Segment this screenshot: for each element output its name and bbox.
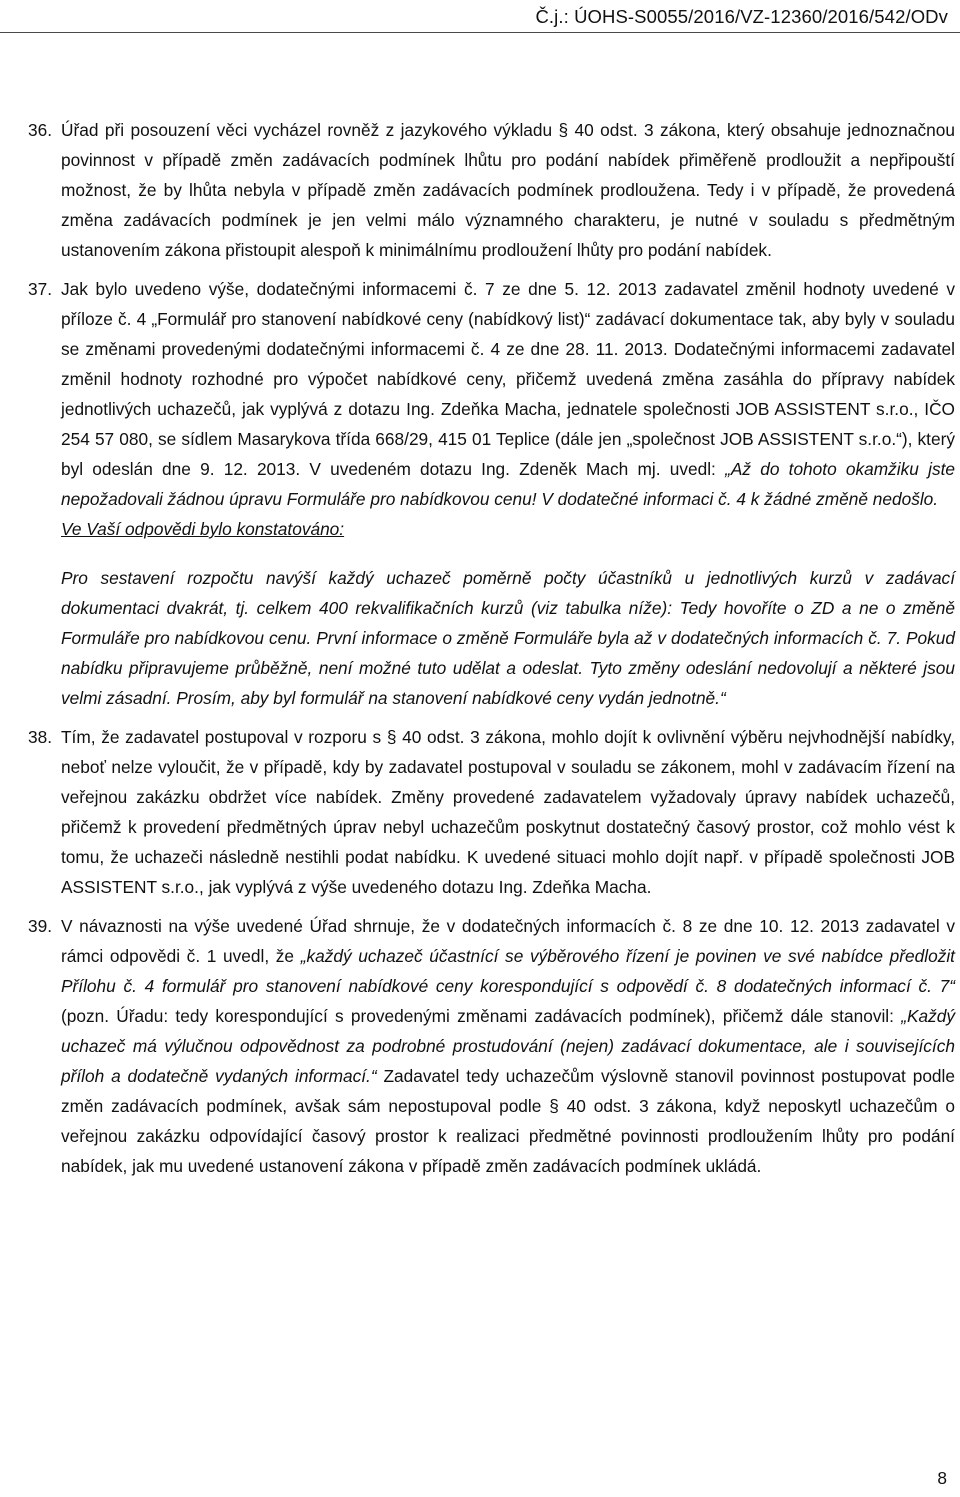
page-number: 8 <box>937 1468 947 1488</box>
quoted-statement: „každý uchazeč účastnící se výběrového řízení je povinen ve své nabídce předložit Přílohu č. 4 formulář pro stanovení nabídkové ceny korespondující s odpovědí č. 8 dodatečných informací č. 7“ <box>61 946 955 996</box>
document-reference: Č.j.: ÚOHS-S0055/2016/VZ-12360/2016/542/ODv <box>535 6 948 27</box>
paragraph-number: 37. <box>28 279 53 299</box>
paragraph-text: Tím, že zadavatel postupoval v rozporu s § 40 odst. 3 zákona, mohlo dojít k ovlivnění výběru nejvhodnější nabídky, neboť nelze vyloučit, že v případě, kdy by zadavatel postupoval v souladu se zákonem, mohl v zadávacím řízení na veřejnou zakázku obdržet více nabídek. Změny provedené zadavatelem vyžadovaly úpravy nabídek uchazečů, přičemž k provedení předmětných úprav nebyl uchazečům poskytnut dostatečný časový prostor, což mohlo vést k tomu, že uchazeči následně nestihli podat nabídku. K uvedené situaci mohlo dojít např. v případě společnosti JOB ASSISTENT s.r.o., jak vyplývá z výše uvedeného dotazu Ing. Zdeňka Macha. <box>61 727 955 897</box>
document-body <box>28 115 955 1190</box>
paragraph-number: 39. <box>28 916 53 936</box>
paragraph-text: V návaznosti na výše uvedené Úřad shrnuje, že v dodatečných informacích č. 8 ze dne 10. 12. 2013 zadavatel v rámci odpovědi č. 1 uvedl, že <box>61 916 955 966</box>
paragraph-36 <box>28 115 955 265</box>
paragraph-text: Jak bylo uvedeno výše, dodatečnými informacemi č. 7 ze dne 5. 12. 2013 zadavatel změnil hodnoty uvedené v příloze č. 4 „Formulář pro stanovení nabídkové ceny (nabídkový list)“ zadávací dokumentace tak, aby byly v souladu se změnami provedenými dodatečnými informacemi č. 4 ze dne 28. 11. 2013. Dodatečnými informacemi zadavatel změnil hodnoty rozhodné pro výpočet nabídkové ceny, přičemž uvedená změna zasáhla do přípravy nabídek jednotlivých uchazečů, jak vyplývá z dotazu Ing. Zdeňka Macha, jednatele společnosti JOB ASSISTENT s.r.o., IČO 254 57 080, se sídlem Masarykova třída 668/29, 415 01 Teplice (dále jen „společnost JOB ASSISTENT s.r.o.“), který byl odeslán dne 9. 12. 2013. V uvedeném dotazu Ing. Zdeněk Mach mj. uvedl: <box>61 279 955 479</box>
block-quote: Pro sestavení rozpočtu navýší každý uchazeč poměrně počty účastníků u jednotlivých kurzů v zadávací dokumentaci dvakrát, tj. celkem 400 rekvalifikačních kurzů (viz tabulka níže): Tedy hovoříte o ZD a ne o změně Formuláře pro nabídkovou cenu. První informace o změně Formuláře byla až v dodatečných informacích č. 7. Pokud nabídku připravujeme průběžně, není možné tuto udělat a odeslat. Tyto změny odeslání nedovolují a některé jsou velmi zásadní. Prosím, aby byl formulář na stanovení nabídkové ceny vydán jednotně.“ <box>61 568 955 708</box>
paragraph-number: 38. <box>28 727 53 747</box>
quoted-statement: „Každý uchazeč má výlučnou odpovědnost za podrobné prostudování (nejen) zadávací dokumentace, ale i souvisejících příloh a dodatečně vydaných informací.“ <box>61 1006 955 1086</box>
paragraph-text: Zadavatel tedy uchazečům výslovně stanovil povinnost postupovat podle změn zadávacích podmínek, avšak sám nepostupoval podle § 40 odst. 3 zákona, když neposkytl uchazečům o veřejnou zakázku odpovídající časový prostor k realizaci předmětné povinnosti prodloužením lhůty pro podání nabídek, jak mu uvedené ustanovení zákona v případě změn zadávacích podmínek ukládá. <box>61 1066 955 1176</box>
paragraph-text: Úřad při posouzení věci vycházel rovněž z jazykového výkladu § 40 odst. 3 zákona, který obsahuje jednoznačnou povinnost v případě změn zadávacích podmínek lhůtu pro podání nabídek přiměřeně prodloužit a nepřipouští možnost, že by lhůta nebyla v případě změn zadávacích podmínek prodloužena. Tedy i v případě, že provedená změna zadávacích podmínek je jen velmi málo významného charakteru, je nutné v souladu s předmětným ustanovením zákona přistoupit alespoň k minimálnímu prodloužení lhůty pro podání nabídek. <box>61 120 955 260</box>
paragraph-39 <box>28 911 955 1181</box>
header-divider <box>0 32 960 33</box>
quoted-answer-intro: Ve Vaší odpovědi bylo konstatováno: <box>61 519 345 539</box>
paragraph-number: 36. <box>28 120 53 140</box>
paragraph-37 <box>28 274 955 544</box>
paragraph-text: (pozn. Úřadu: tedy korespondující s provedenými změnami zadávacích podmínek), přičemž dále stanovil: <box>61 1006 902 1026</box>
quoted-inquiry: „Až do tohoto okamžiku jste nepožadovali žádnou úpravu Formuláře pro nabídkovou cenu! V dodatečné informaci č. 4 k žádné změně nedošlo. <box>61 459 955 509</box>
paragraph-38 <box>28 722 955 902</box>
